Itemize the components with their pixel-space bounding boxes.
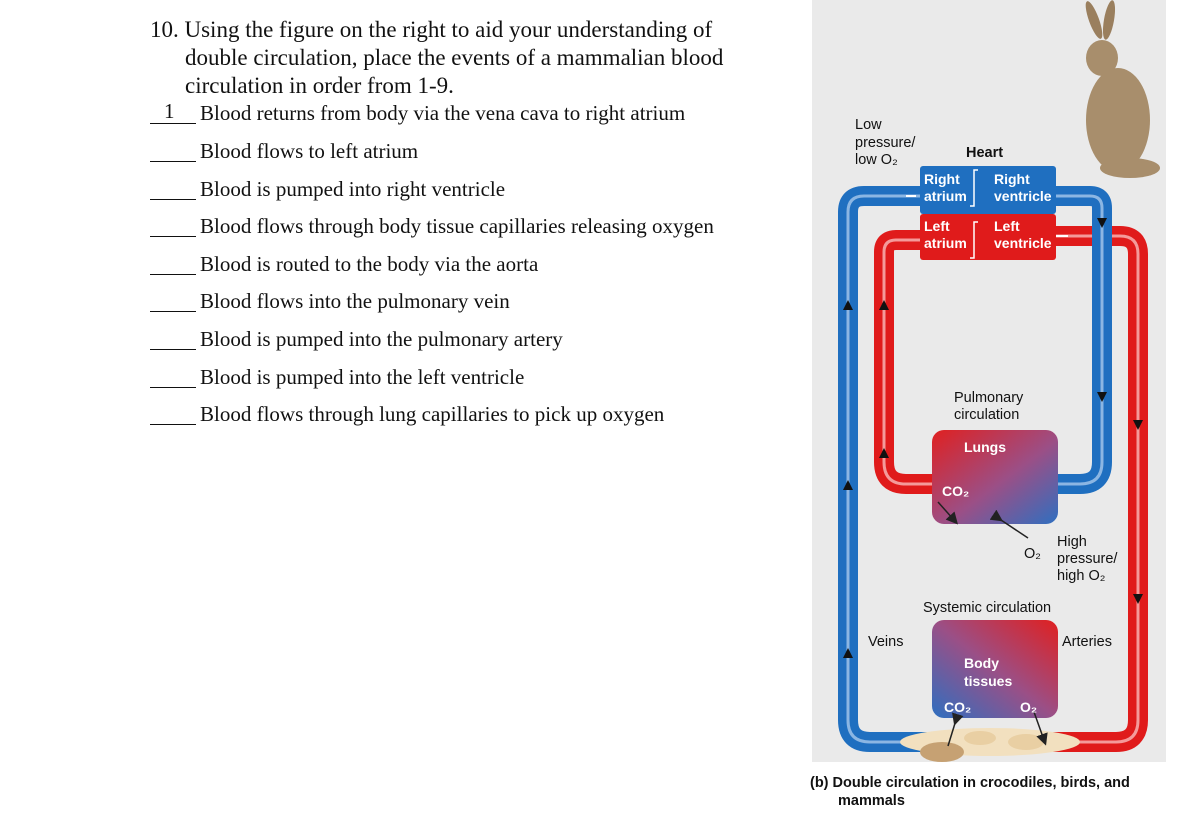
event-text: Blood is pumped into right ventricle — [200, 177, 506, 201]
left-atrium-label-2: atrium — [924, 235, 967, 251]
high-pressure-label-2: pressure/ — [1057, 551, 1118, 567]
right-atrium-label-1: Right — [924, 171, 960, 187]
co2-body-label: CO₂ — [944, 699, 972, 715]
body-cells-illustration — [900, 728, 1080, 762]
answer-number: 1 — [164, 99, 175, 123]
low-pressure-label-2: pressure/ — [855, 135, 916, 151]
event-text: Blood flows through lung capillaries to pick up oxygen — [200, 402, 665, 426]
rabbit-illustration — [1082, 0, 1160, 178]
answer-blank[interactable] — [150, 387, 196, 388]
event-text: Blood is routed to the body via the aorta — [200, 252, 539, 276]
o2-body-label: O₂ — [1020, 699, 1038, 715]
left-ventricle-label-1: Left — [994, 218, 1020, 234]
question-text — [150, 16, 790, 100]
event-text: Blood flows into the pulmonary vein — [200, 289, 510, 313]
left-ventricle-label-2: ventricle — [994, 235, 1052, 251]
high-pressure-label-1: High — [1057, 534, 1087, 550]
event-text: Blood flows through body tissue capillaries releasing oxygen — [200, 214, 714, 238]
answer-blank[interactable] — [150, 161, 196, 162]
co2-lungs-label: CO₂ — [942, 483, 970, 499]
event-text: Blood flows to left atrium — [200, 139, 419, 163]
low-pressure-label-1: Low — [855, 117, 882, 133]
body-tissues-label-2: tissues — [964, 673, 1013, 689]
right-ventricle-label-2: ventricle — [994, 188, 1052, 204]
circulation-diagram — [812, 0, 1166, 762]
pulmonary-label-1: Pulmonary — [954, 390, 1024, 406]
systemic-label: Systemic circulation — [923, 600, 1052, 616]
pulmonary-label-2: circulation — [954, 407, 1020, 423]
event-text: Blood is pumped into the pulmonary artery — [200, 327, 563, 351]
o2-lungs-label: O₂ — [1024, 546, 1041, 562]
body-tissues-label-1: Body — [964, 655, 999, 671]
event-text: Blood is pumped into the left ventricle — [200, 365, 525, 389]
question-line-1: 10. Using the figure on the right to aid your understanding of — [150, 17, 713, 42]
double-circulation-figure — [812, 0, 1166, 762]
answer-blank[interactable] — [150, 236, 196, 237]
caption-line-1: (b) Double circulation in crocodiles, birds, and — [810, 775, 1130, 791]
low-pressure-label-3: low O₂ — [855, 152, 898, 168]
question-line-2: double circulation, place the events of a mammalian blood — [185, 45, 724, 70]
event-text: Blood returns from body via the vena cava to right atrium — [200, 101, 686, 125]
caption-line-2: mammals — [838, 793, 905, 809]
question-line-3: circulation in order from 1-9. — [185, 73, 454, 98]
answer-blank[interactable] — [150, 311, 196, 312]
left-atrium-label-1: Left — [924, 218, 950, 234]
arteries-label: Arteries — [1062, 634, 1112, 650]
veins-label: Veins — [868, 634, 904, 650]
answer-blank[interactable] — [150, 274, 196, 275]
heart-label: Heart — [966, 145, 1004, 161]
lungs-label: Lungs — [964, 439, 1006, 455]
right-ventricle-label-1: Right — [994, 171, 1030, 187]
figure-caption — [810, 774, 1170, 810]
answer-blank[interactable] — [150, 199, 196, 200]
high-pressure-label-3: high O₂ — [1057, 568, 1106, 584]
answer-blank[interactable] — [150, 424, 196, 425]
answer-blank[interactable] — [150, 349, 196, 350]
right-atrium-label-2: atrium — [924, 188, 967, 204]
